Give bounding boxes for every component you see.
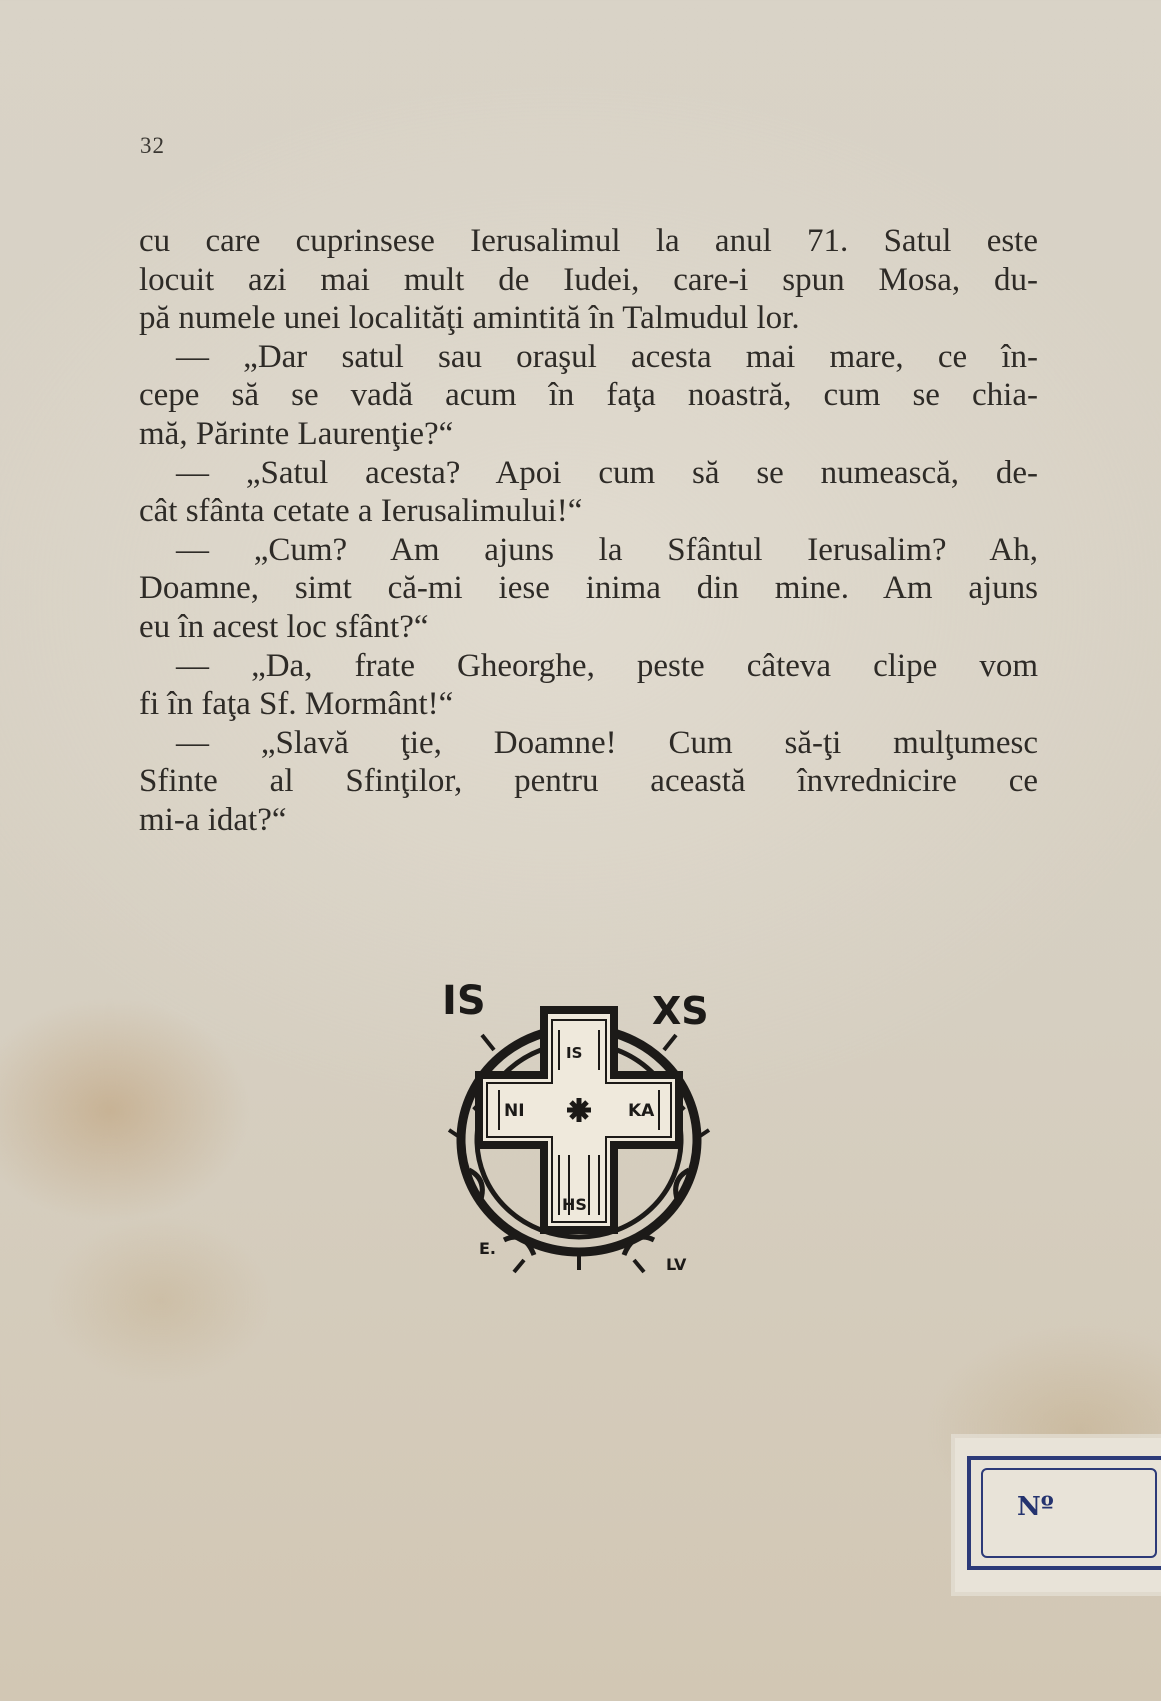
stamp-number-label: Nº [1017, 1492, 1054, 1522]
body-text [139, 222, 1038, 840]
emblem-initial-right: LV [666, 1255, 687, 1274]
text-line: Sfinte al Sfinţilor, pentru această învrednicire ce [139, 763, 1038, 800]
text-line: — „Satul acesta? Apoi cum să se numească, de- [176, 454, 1038, 491]
text-line: — „Dar satul sau oraşul acesta mai mare, ce în- [176, 338, 1038, 375]
text-line: — „Slavă ţie, Doamne! Cum să-ţi mulţumesc [176, 724, 1038, 761]
emblem-initial-left: E. [479, 1239, 497, 1258]
emblem-monogram-is: IS [442, 980, 486, 1024]
text-line: locuit azi mai mult de Iudei, care-i spun Mosa, du- [139, 261, 1038, 298]
emblem-cross-top: IS [566, 1044, 583, 1062]
text-line: cât sfânta cetate a Ierusalimului!“ [139, 493, 583, 530]
emblem-monogram-xs: XS [652, 989, 709, 1033]
emblem-cross-right: KA [628, 1101, 655, 1121]
cross-crown-of-thorns-icon [434, 980, 724, 1280]
stamp-frame [967, 1456, 1161, 1570]
text-line: mi-a idat?“ [139, 801, 287, 838]
page-number: 32 [140, 133, 165, 158]
stamp-inner-border [981, 1468, 1157, 1558]
text-line: — „Cum? Am ajuns la Sfântul Ierusalim? Ah, [176, 531, 1038, 568]
text-line: mă, Părinte Laurenţie?“ [139, 415, 454, 452]
text-line: cu care cuprinsese Ierusalimul la anul 71. Satul este [139, 223, 1038, 259]
text-line: eu în acest loc sfânt?“ [139, 608, 429, 645]
text-line: cepe să se vadă acum în faţa noastră, cum se chia- [139, 377, 1038, 414]
text-line: Doamne, simt că-mi iese inima din mine. Am ajuns [139, 570, 1038, 607]
emblem-cross-left: NI [504, 1101, 525, 1121]
text-line: fi în faţa Sf. Mormânt!“ [139, 686, 454, 723]
library-stamp [955, 1438, 1161, 1592]
emblem-cross-bottom: HS [562, 1195, 587, 1214]
text-line: — „Da, frate Gheorghe, peste câteva clipe vom [176, 647, 1038, 684]
text-line: pă numele unei localităţi amintită în Talmudul lor. [139, 300, 800, 337]
